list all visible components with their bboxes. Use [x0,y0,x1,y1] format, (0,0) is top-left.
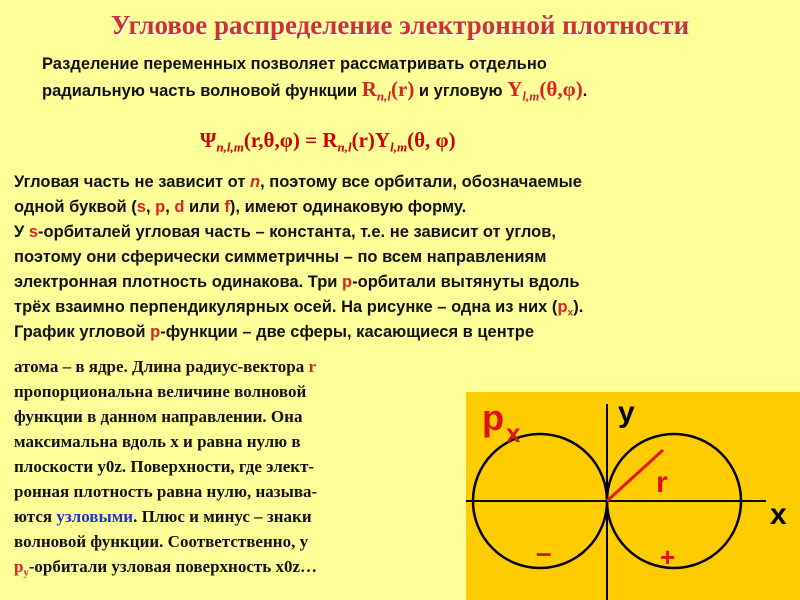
para2-line-2: пропорциональна величине волновой [14,382,307,401]
plus-sign: + [660,542,676,572]
px-orbital-figure [466,392,800,600]
y-axis-label: y [618,396,635,429]
angular-function: $Y_{l,m}(\theta,\varphi)$ [507,77,583,104]
para2-line-5: плоскости y0z. Поверхности, где элект- [14,457,315,476]
para2-line-1: атома – в ядре. Длина радиус-вектора r [14,357,317,376]
para2-line-4: максимальна вдоль x и равна нулю в [14,432,301,451]
orbital-label-p: p [482,397,504,438]
intro-text: радиальную часть волновой функции [42,82,362,100]
paragraph-angular-part [14,170,583,345]
paragraph-p-function [14,354,317,579]
para1-line-1: Угловая часть не зависит от n, поэтому все орбитали, обозначаемые [14,173,582,191]
para1-line-2: одной буквой (s, p, d или f), имеют одинаковую форму. [14,198,467,216]
slide-title: Угловое распределение электронной плотности [110,10,690,40]
wavefunction-formula: $\Psi_{n,l,m}(r,\theta,\varphi) = R_{n,l}(r)Y_{l,m}(\theta$, φ) [200,128,456,155]
radial-function: $R_{n,l}(r)$ [361,77,415,104]
para1-line-7: График угловой p-функции – две сферы, касающиеся в центре [14,323,535,341]
intro-period: . [582,82,588,100]
para2-line-8: волновой функции. Соответственно, у [14,532,309,551]
para1-line-5: электронная плотность одинакова. Три p-орбитали вытянуты вдоль [14,273,580,291]
intro-paragraph [42,52,587,104]
orbital-label-sub-x: x [506,418,521,448]
x-axis-label: x [770,498,787,531]
para2-line-3: функции в данном направлении. Она [14,407,303,426]
minus-sign: – [536,537,552,568]
intro-line-1: Разделение переменных позволяет рассматривать отдельно [42,55,547,73]
para1-line-3: У s-орбиталей угловая часть – константа, т.е. не зависит от углов, [14,223,556,241]
radius-label: r [656,466,668,499]
intro-text-2: и угловую [414,82,508,100]
para2-line-9: $p_y$-орбитали узловая поверхность x0z… [14,557,318,579]
para1-line-4: поэтому они сферически симметричны – по всем направлениям [14,248,547,266]
intro-line-2 [42,77,587,104]
para1-line-6: трёх взаимно перпендикулярных осей. На рисунке – одна из них $(p_x)$. [14,298,584,319]
para2-line-6: ронная плотность равна нулю, называ- [14,482,318,501]
para2-line-7: ются узловыми. Плюс и минус – знаки [14,507,312,526]
